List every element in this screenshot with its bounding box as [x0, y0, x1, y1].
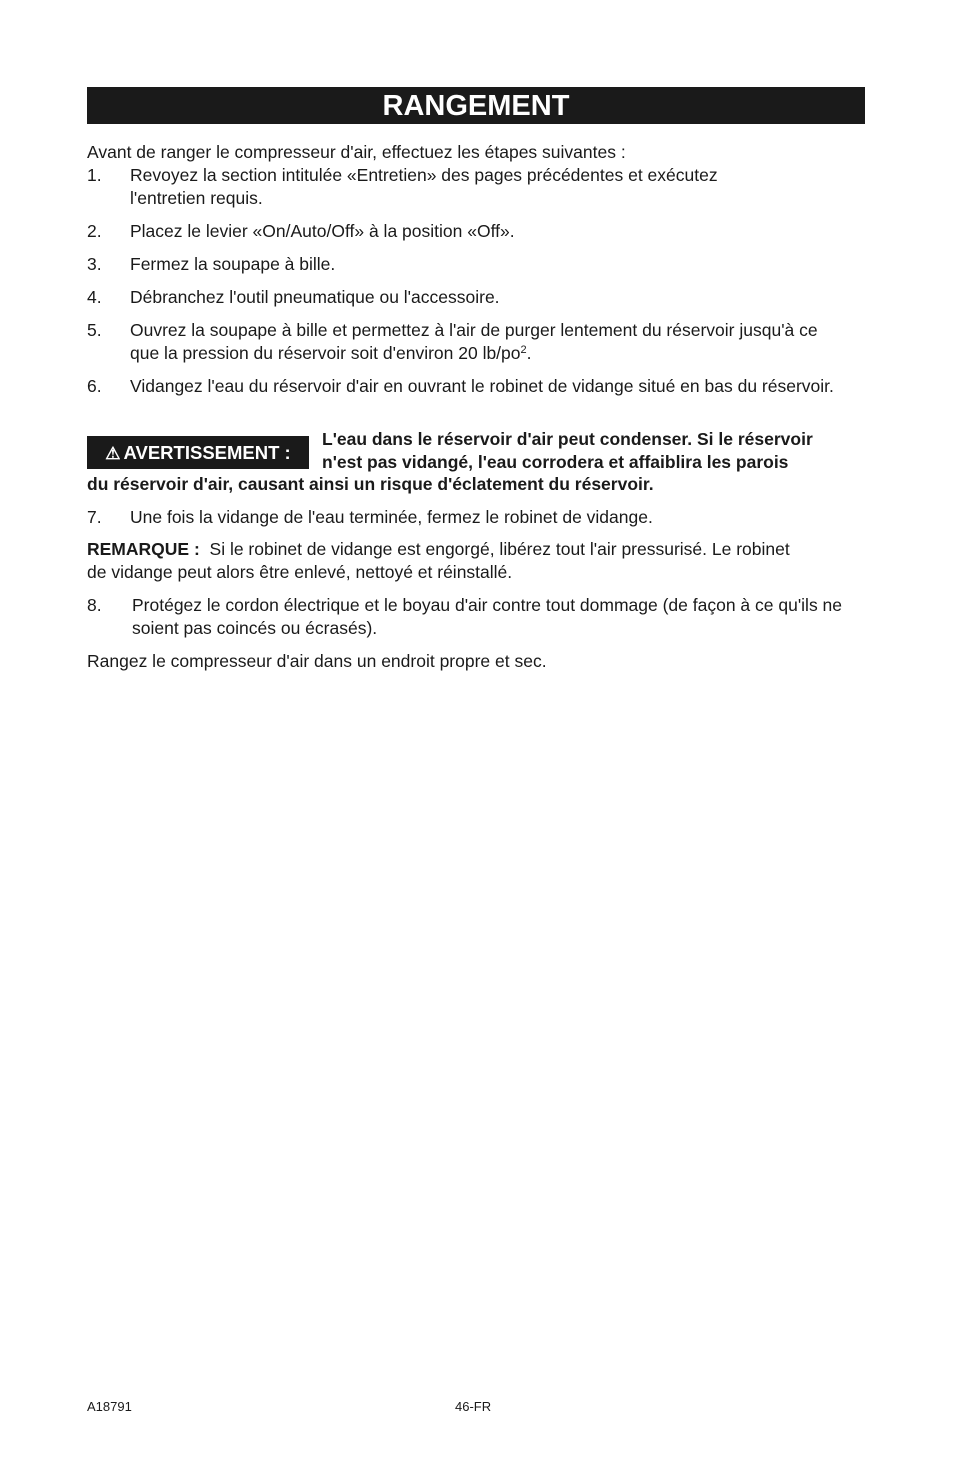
- step-text: Protégez le cordon électrique et le boyau d'air contre tout dommage (de façon à ce qu'ils ne soient pas coincés ou écrasés).: [132, 595, 843, 638]
- warning-triangle-icon: ⚠: [105, 444, 121, 463]
- document-code: A18791: [87, 1399, 132, 1414]
- step-2: [87, 220, 865, 243]
- step-text-end: .: [526, 343, 532, 363]
- intro-text: Avant de ranger le compresseur d'air, effectuez les étapes suivantes :: [87, 142, 626, 162]
- step-text: Fermez la soupape à bille.: [130, 254, 336, 274]
- step-4: [87, 286, 865, 309]
- closing-text: Rangez le compresseur d'air dans un endroit propre et sec.: [87, 651, 547, 671]
- step-text-main: Ouvrez la soupape à bille et permettez à l'air de purger lentement du réservoir jusqu'à ce que la pression du réservoir soit d'environ 20 lb/po: [130, 320, 818, 363]
- warning-badge: [87, 436, 309, 469]
- step-1: [87, 164, 865, 210]
- step-5: [87, 319, 865, 365]
- superscript: 2: [520, 344, 527, 356]
- step-number: 3.: [87, 254, 102, 274]
- step-7: [87, 506, 865, 529]
- warning-text-line-1: L'eau dans le réservoir d'air peut condenser. Si le réservoir: [322, 429, 813, 449]
- step-text: Une fois la vidange de l'eau terminée, fermez le robinet de vidange.: [130, 507, 653, 527]
- step-text: Débranchez l'outil pneumatique ou l'accessoire.: [130, 287, 500, 307]
- step-text: Revoyez la section intitulée «Entretien» des pages précédentes et exécutez l'entretien requis.: [130, 165, 718, 208]
- note-label: REMARQUE :: [87, 539, 200, 559]
- warning-text-line-2: n'est pas vidangé, l'eau corrodera et affaiblira les parois: [322, 452, 789, 472]
- step-number: 5.: [87, 320, 102, 340]
- step-number: 4.: [87, 287, 102, 307]
- step-text: Placez le levier «On/Auto/Off» à la position «Off».: [130, 221, 515, 241]
- step-number: 7.: [87, 507, 102, 527]
- page-number: 46-FR: [455, 1399, 492, 1414]
- step-text: [130, 319, 820, 365]
- step-number: 2.: [87, 221, 102, 241]
- step-number: 6.: [87, 376, 102, 396]
- step-3: [87, 253, 865, 276]
- step-text: Vidangez l'eau du réservoir d'air en ouvrant le robinet de vidange situé en bas du réservoir.: [130, 376, 834, 396]
- note-text: Si le robinet de vidange est engorgé, libérez tout l'air pressurisé. Le robinet de vidange peut alors être enlevé, nettoyé et réinstallé.: [87, 539, 790, 582]
- step-number: 8.: [87, 595, 102, 615]
- warning-text-line-3: du réservoir d'air, causant ainsi un risque d'éclatement du réservoir.: [87, 474, 654, 494]
- warning-label: AVERTISSEMENT :: [123, 442, 291, 463]
- step-6: [87, 375, 865, 398]
- page-title: RANGEMENT: [87, 87, 865, 124]
- step-8: [87, 594, 865, 640]
- note-paragraph: [87, 538, 807, 584]
- step-number: 1.: [87, 165, 102, 185]
